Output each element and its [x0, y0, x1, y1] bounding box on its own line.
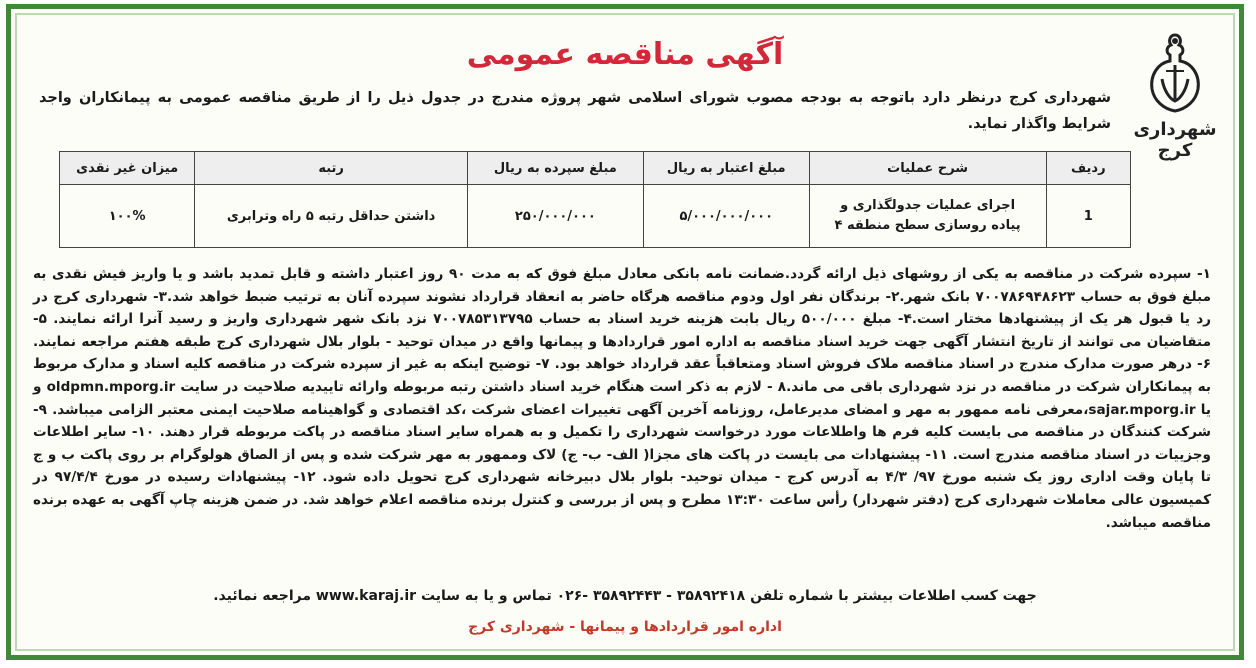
ad-title: آگهی مناقصه عمومی [466, 37, 784, 72]
cell-deposit: ۲۵۰/۰۰۰/۰۰۰ [467, 185, 643, 248]
table-row [60, 185, 1131, 248]
col-header-index: ردیف [1046, 152, 1130, 185]
col-header-description: شرح عملیات [809, 152, 1046, 185]
cell-index: 1 [1046, 185, 1130, 248]
cell-description: اجرای عملیات جدولگذاری و پیاده روسازی سطح منطقه ۴ [809, 185, 1046, 248]
intro-paragraph: شهرداری کرج درنظر دارد باتوجه به بودجه مصوب شورای اسلامی شهر پروژه مندرج در جدول ذیل را از طریق مناقصه عمومی به پیمانکاران واجد شرایط واگذار نماید. [39, 90, 1111, 132]
tender-table [59, 151, 1131, 248]
cell-credit: ۵/۰۰۰/۰۰۰/۰۰۰ [643, 185, 809, 248]
cell-non-cash: ۱۰۰% [60, 185, 195, 248]
cell-rank: داشتن حداقل رتبه ۵ راه وترابری [195, 185, 468, 248]
logo-text: شهرداری کرج [1133, 119, 1217, 161]
col-header-rank: رتبه [195, 152, 468, 185]
footer-signature: اداره امور قراردادها و پیمانها - شهرداری کرج [468, 619, 782, 635]
col-header-non-cash: میزان غیر نقدی [60, 152, 195, 185]
ad-frame [6, 4, 1244, 660]
conditions-paragraph: ۱- سپرده شرکت در مناقصه به یکی از روشهای ذیل ارائه گردد.ضمانت نامه بانکی معادل مبلغ فوق که به مدت ۹۰ روز اعتبار داشته و قابل تمدید باشد و یا واریز فیش نقدی به مبلغ فوق به حساب ۷۰۰۷۸۶۹۴۸۶۲۳ بانک شهر.۲- برندگان نفر اول ودوم مناقصه هرگاه حاضر به انعقاد قرارداد نشوند سپرده آنان به ترتیب ضبط خواهد شد.۳- شهرداری کرج در رد یا قبول هر یک از پیشنهادها مختار است.۴- مبلغ ۵۰۰/۰۰۰ ریال بابت هزینه خرید اسناد به حساب ۷۰۰۷۸۵۳۱۳۷۹۵ نزد بانک شهر شهرداری واریز و رسید آنرا ارائه نمایند. ۵- متقاضیان می توانند از تاریخ انتشار آگهی جهت خرید اسناد مناقصه به اداره امور قراردادها و پیمانها واقع در میدان توحید - بلوار بلال شهرداری کرج طبقه هفتم مراجعه نمایند. ۶- درهر صورت مدارک مندرج در اسناد مناقصه ملاک فروش اسناد ومتعاقباً عقد قرارداد خواهد بود. ۷- توضیح اینکه به غیر از سپرده شرکت در مناقصه کلیه اسناد و مدارک مربوط به پیمانکاران شرکت در مناقصه در نزد شهرداری باقی می ماند.۸ - لازم به ذکر است هنگام خرید اسناد داشتن رتبه مربوطه وارائه تاییدیه صلاحیت در سایت oldpmn.mporg.ir و یا sajar.mporg.ir،معرفی نامه ممهور به مهر و امضای مدیرعامل، روزنامه آخرین آگهی تغییرات اعضای شرکت ،کد اقتصادی و گواهینامه صلاحیت ایمنی معتبر الزامی میباشد. ۹- شرکت کنندگان در مناقصه می بایست کلیه فرم ها واطلاعات مورد درخواست شهرداری را تکمیل و به همراه سایر اسناد مناقصه در پاکت مربوطه قرار دهند. ۱۰- سایر اطلاعات وجزییات در اسناد مناقصه مندرج است. ۱۱- پیشنهادات می بایست در پاکت های مجزا( الف- ب- ج) لاک وممهور به مهر شرکت شده و پس از الصاق هولوگرام بر روی پاکت ب و ج تا پایان وقت اداری روز یک شنبه مورخ ۹۷/ ۴/۳ به آدرس کرج - میدان توحید- بلوار بلال دبیرخانه شهرداری کرج تحویل داده شود. ۱۲- پیشنهادات رسیده در مورخ ۹۷/۴/۴ در کمیسیون عالی معاملات شهرداری کرج (دفتر شهردار) رأس ساعت ۱۳:۳۰ مطرح و پس از بررسی و کنترل برنده مناقصه اعلام خواهد شد. در ضمن هزینه چاپ آگهی به عهده برنده مناقصه میباشد. [33, 266, 1212, 531]
table-header-row [60, 152, 1131, 185]
contact-line: جهت کسب اطلاعات بیشتر با شماره تلفن ۳۵۸۹۲۴۱۸ - ۳۵۸۹۲۴۴۳ -۰۲۶ تماس و یا به سایت www.karaj.ir مراجعه نمائید. [213, 588, 1037, 604]
col-header-deposit: مبلغ سپرده به ریال [467, 152, 643, 185]
col-header-credit: مبلغ اعتبار به ریال [643, 152, 809, 185]
